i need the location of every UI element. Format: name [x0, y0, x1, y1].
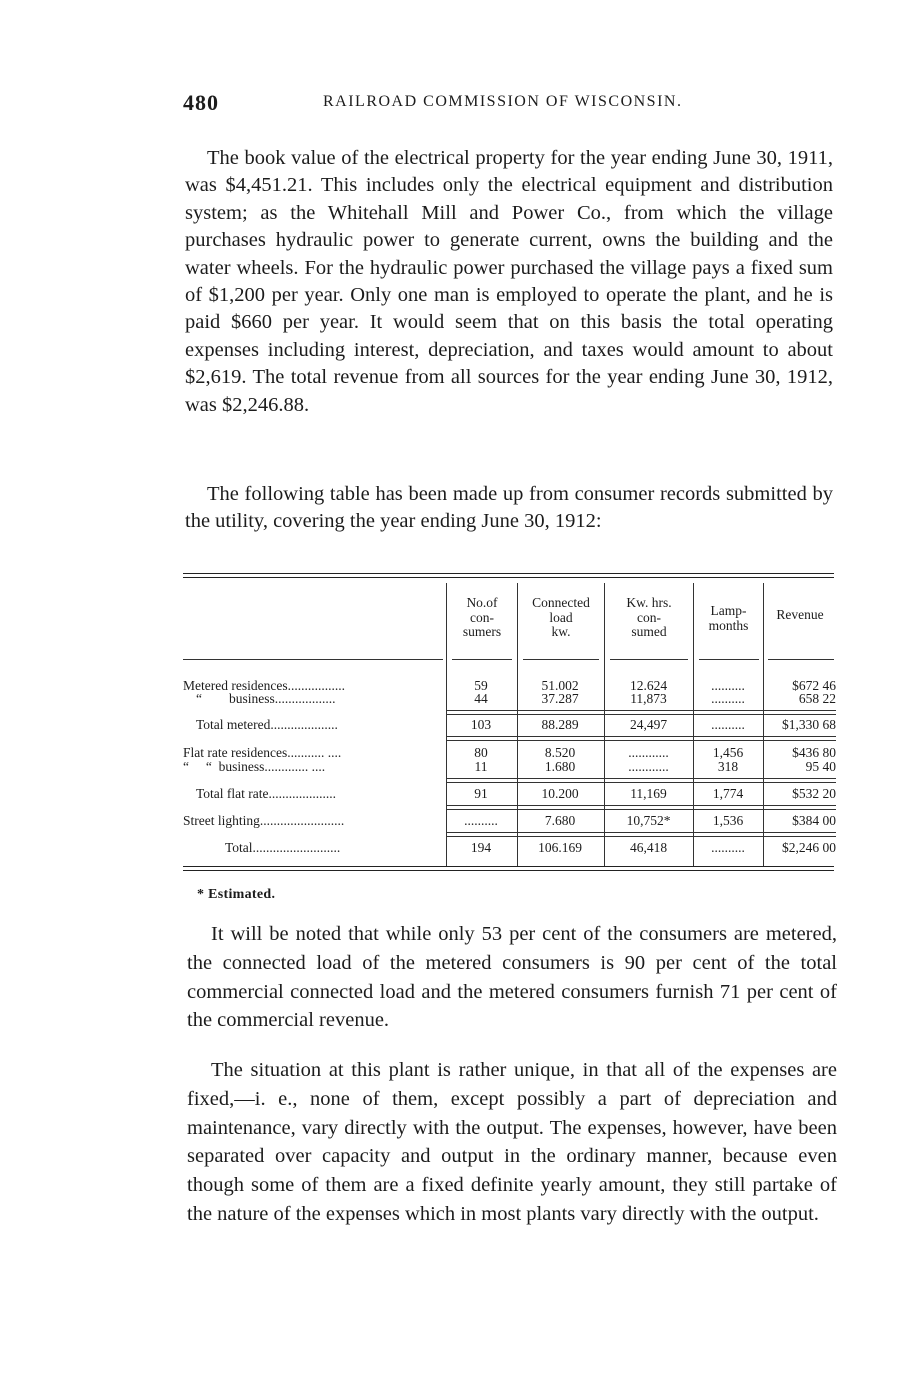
cell: $384 00: [792, 813, 836, 828]
header-kwh-consumed: [605, 596, 693, 640]
cell: 10.200: [541, 786, 579, 801]
cell: $1,330 68: [782, 717, 836, 732]
row-separator: [447, 832, 836, 837]
table-footnote: * Estimated.: [197, 887, 276, 902]
table-top-rule-2: [183, 577, 834, 578]
paragraph-metered-note: It will be noted that while only 53 per cent of the consumers are metered, the connected load of the metered consumers is 90 per cent of the total commercial connected load and the metered consumers furnish 71 per cent of the commercial revenue.: [187, 923, 837, 1032]
row-label: Total..........................: [225, 840, 341, 855]
cell: $672 46: [792, 678, 836, 693]
cell: 1,456: [712, 745, 744, 760]
header-text: Kw. hrs. con- sumed: [626, 595, 672, 639]
header-text: Connected load kw.: [532, 595, 590, 639]
cell: 1,774: [712, 786, 744, 801]
cell: 80: [474, 745, 488, 760]
row-label: “ business..................: [196, 691, 336, 706]
cell: 37.287: [541, 691, 579, 706]
row-separator: [447, 710, 836, 715]
cell: 658 22: [798, 691, 836, 706]
paragraph-table-intro: The following table has been made up from consumer records submitted by the utility, covering the year ending June 30, 1912:: [185, 483, 833, 533]
cell: $532 20: [792, 786, 836, 801]
header-lamp-months: [694, 604, 763, 633]
running-title: RAILROAD COMMISSION OF WISCONSIN.: [323, 93, 683, 110]
cell: ............: [628, 745, 669, 760]
cell: 59: [474, 678, 488, 693]
header-underline: [768, 659, 834, 660]
row-label: Metered residences.................: [183, 678, 345, 693]
header-underline: [523, 659, 599, 660]
header-underline: [183, 659, 443, 660]
table-bottom-rule-2: [183, 870, 834, 871]
cell: $436 80: [792, 745, 836, 760]
cell: 24,497: [629, 717, 668, 732]
cell: $2,246 00: [782, 840, 836, 855]
cell: 88.289: [541, 717, 579, 732]
cell: 11,873: [630, 691, 667, 706]
cell: ..........: [711, 691, 745, 706]
page-number: 480: [183, 90, 219, 115]
cell: 95 40: [805, 759, 836, 774]
header-consumers: [447, 596, 517, 640]
table-bottom-rule: [183, 866, 834, 867]
cell: ............: [628, 759, 669, 774]
cell: 51.002: [541, 678, 579, 693]
table-row: [0, 787, 897, 801]
cell: 1.680: [544, 759, 576, 774]
paragraph-expenses: The situation at this plant is rather unique, in that all of the expenses are fixed,—i. e., none of them, except possibly a part of depreciation and maintenance, vary directly with the output. The expenses, however, have been separated over capacity and output in the ordinary manner, because even though some of them are a fixed definite yearly amount, they still partake of the nature of the expenses which in most plants vary directly with the output.: [187, 1059, 837, 1225]
cell: 318: [717, 759, 739, 774]
header-underline: [610, 659, 688, 660]
row-label: Total flat rate....................: [196, 786, 337, 801]
header-underline: [699, 659, 759, 660]
table-top-rule: [183, 573, 834, 574]
table-row: [0, 746, 897, 760]
cell: 44: [474, 691, 488, 706]
row-label: Total metered....................: [196, 717, 338, 732]
row-separator: [447, 736, 836, 741]
cell: 12.624: [629, 678, 668, 693]
cell: 11: [474, 759, 488, 774]
table-row: [0, 814, 897, 828]
cell: 194: [470, 840, 492, 855]
table-row: [0, 841, 897, 855]
table-row: [0, 692, 897, 706]
row-separator: [447, 778, 836, 783]
paragraph-book-value: The book value of the electrical property for the year ending June 30, 1911, was $4,451.21. This includes only the electrical equipment and distribution system; as the Whitehall Mill and Power Co., from which the village purchases hydraulic power to generate current, owns the building and the water wheels. For the hydraulic power purchased the village pays a fixed sum of $1,200 per year. Only one man is employed to operate the plant, and he is paid $660 per year. It would seem that on this basis the total operating expenses including interest, depreciation, and taxes would amount to about $2,619. The total revenue from all sources for the year ending June 30, 1912, was $2,246.88.: [185, 147, 833, 416]
table-row: [0, 679, 897, 693]
cell: 11,169: [630, 786, 667, 801]
cell: 10,752*: [626, 813, 671, 828]
header-revenue: [764, 608, 836, 623]
row-label: Street lighting.........................: [183, 813, 345, 828]
cell: 46,418: [629, 840, 668, 855]
cell: ..........: [711, 717, 745, 732]
cell: ..........: [464, 813, 498, 828]
row-separator: [447, 805, 836, 810]
table-row: [0, 718, 897, 732]
cell: 8.520: [544, 745, 576, 760]
table-row: [0, 760, 897, 774]
running-head: [183, 90, 843, 116]
row-label: Flat rate residences........... ....: [183, 745, 342, 760]
cell: 103: [470, 717, 492, 732]
header-underline: [452, 659, 512, 660]
cell: ..........: [711, 840, 745, 855]
cell: 106.169: [538, 840, 582, 855]
header-text: Revenue: [776, 607, 824, 622]
header-text: No.of con- sumers: [462, 595, 502, 639]
cell: 1,536: [712, 813, 744, 828]
cell: ..........: [711, 678, 745, 693]
cell: 7.680: [544, 813, 576, 828]
header-text: Lamp- months: [708, 603, 749, 633]
header-connected-load: [518, 596, 604, 640]
cell: 91: [474, 786, 488, 801]
row-label: “ “ business............. ....: [183, 759, 326, 774]
